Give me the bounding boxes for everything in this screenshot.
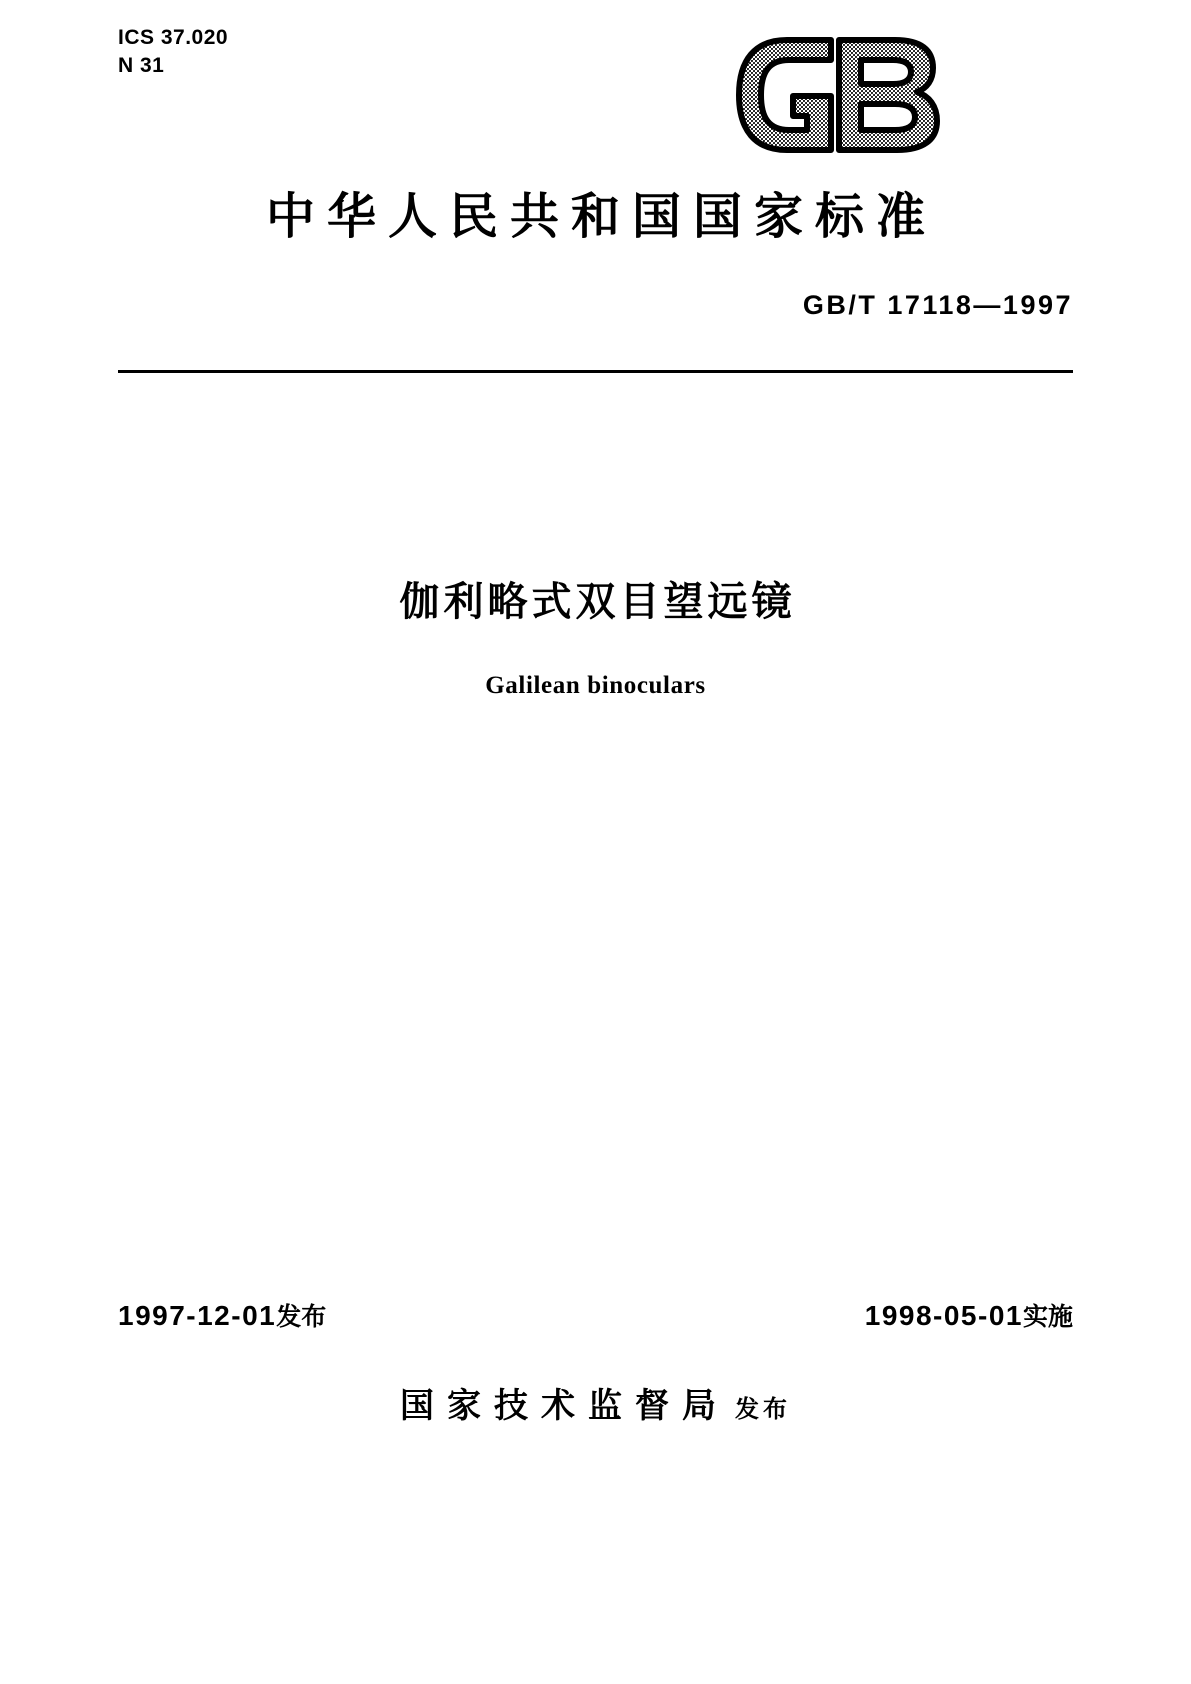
gb-logo-icon xyxy=(735,36,945,154)
header-divider xyxy=(118,370,1073,373)
implementation-date: 1998-05-01 xyxy=(864,1300,1023,1331)
classification-code: N 31 xyxy=(118,53,165,77)
issue-date: 1997-12-01 xyxy=(118,1300,277,1331)
implementation-date-label: 实施 xyxy=(1022,1302,1073,1331)
standard-number: GB/T 17118—1997 xyxy=(802,290,1073,320)
publisher-organization: 国家技术监督局 xyxy=(400,1386,729,1426)
classification-codes xyxy=(118,24,228,79)
document-title-english: Galilean binoculars xyxy=(485,672,706,699)
implementation-date-block xyxy=(865,1297,1073,1333)
publisher-block xyxy=(0,1378,1191,1427)
publisher-verb: 发布 xyxy=(735,1395,791,1423)
issue-date-block xyxy=(118,1297,326,1333)
issue-date-label: 发布 xyxy=(276,1302,327,1331)
document-title-chinese: 伽利略式双目望远镜 xyxy=(399,579,796,625)
ics-code: ICS 37.020 xyxy=(118,26,229,49)
national-standard-title: 中华人民共和国国家标准 xyxy=(265,188,937,245)
